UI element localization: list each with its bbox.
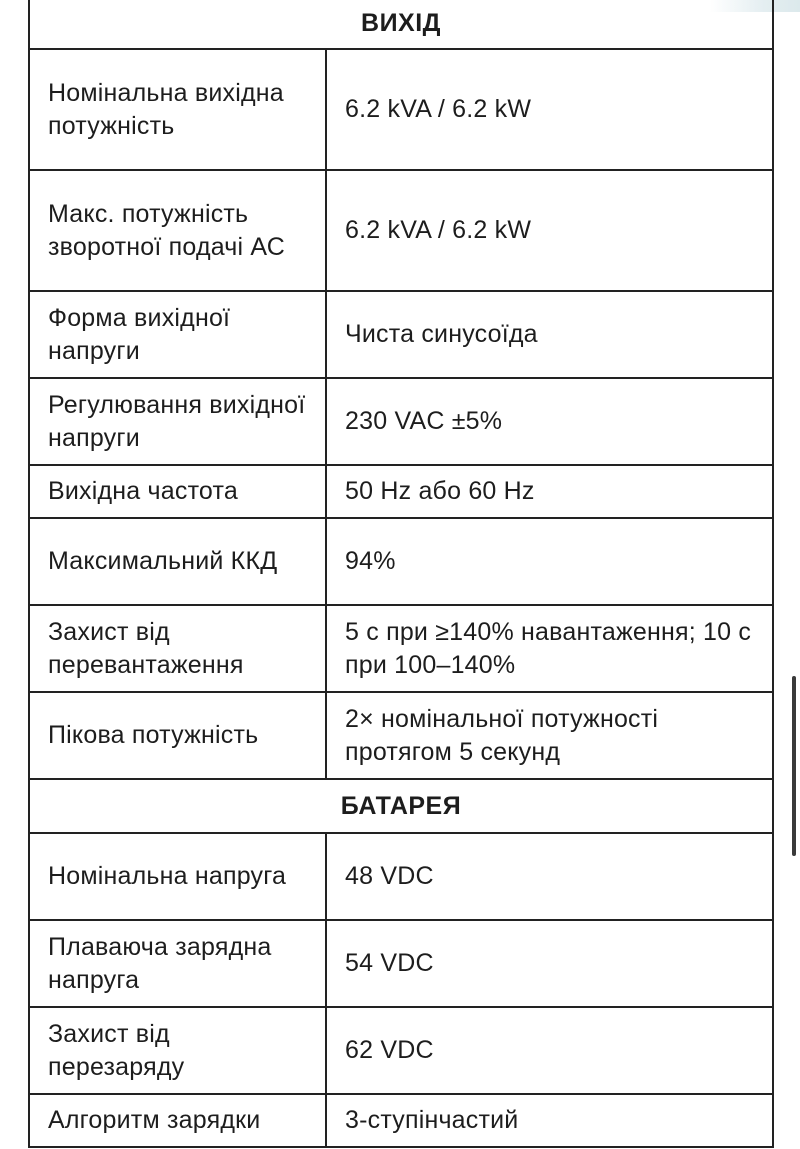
row-label: Захист від перевантаження xyxy=(29,605,326,692)
row-value: Чиста синусоїда xyxy=(326,291,773,378)
row-value: 94% xyxy=(326,518,773,605)
section-title-battery: БАТАРЕЯ xyxy=(29,779,773,833)
table-row xyxy=(29,692,773,779)
table-row xyxy=(29,1007,773,1094)
section-title-output: ВИХІД xyxy=(29,0,773,49)
row-label: Регулювання вихідної напруги xyxy=(29,378,326,465)
table-row xyxy=(29,291,773,378)
row-label: Номінальна вихідна потужність xyxy=(29,49,326,170)
row-label: Форма вихідної напруги xyxy=(29,291,326,378)
row-label: Вихідна частота xyxy=(29,465,326,518)
row-value: 62 VDC xyxy=(326,1007,773,1094)
row-label: Номінальна напруга xyxy=(29,833,326,920)
table-row xyxy=(29,605,773,692)
row-value: 2× номінальної потужності протягом 5 секунд xyxy=(326,692,773,779)
row-label: Плаваюча зарядна напруга xyxy=(29,920,326,1007)
table-row xyxy=(29,1094,773,1147)
row-value: 50 Hz або 60 Hz xyxy=(326,465,773,518)
row-label: Пікова потужність xyxy=(29,692,326,779)
table-row xyxy=(29,170,773,291)
table-row xyxy=(29,518,773,605)
row-value: 54 VDC xyxy=(326,920,773,1007)
table-row xyxy=(29,378,773,465)
table-row xyxy=(29,833,773,920)
spec-table xyxy=(28,0,774,1148)
row-value: 5 с при ≥140% навантаження; 10 с при 100–140% xyxy=(326,605,773,692)
row-value: 6.2 kVA / 6.2 kW xyxy=(326,170,773,291)
table-row xyxy=(29,920,773,1007)
row-label: Захист від перезаряду xyxy=(29,1007,326,1094)
row-value: 6.2 kVA / 6.2 kW xyxy=(326,49,773,170)
scrollbar-thumb[interactable] xyxy=(792,676,796,856)
section-header-row xyxy=(29,0,773,49)
row-value: 48 VDC xyxy=(326,833,773,920)
row-label: Макс. потужність зворотної подачі АС xyxy=(29,170,326,291)
row-value: 3-ступінчастий xyxy=(326,1094,773,1147)
table-row xyxy=(29,49,773,170)
row-label: Алгоритм зарядки xyxy=(29,1094,326,1147)
row-label: Максимальний ККД xyxy=(29,518,326,605)
table-row xyxy=(29,465,773,518)
section-header-row xyxy=(29,779,773,833)
row-value: 230 VAC ±5% xyxy=(326,378,773,465)
